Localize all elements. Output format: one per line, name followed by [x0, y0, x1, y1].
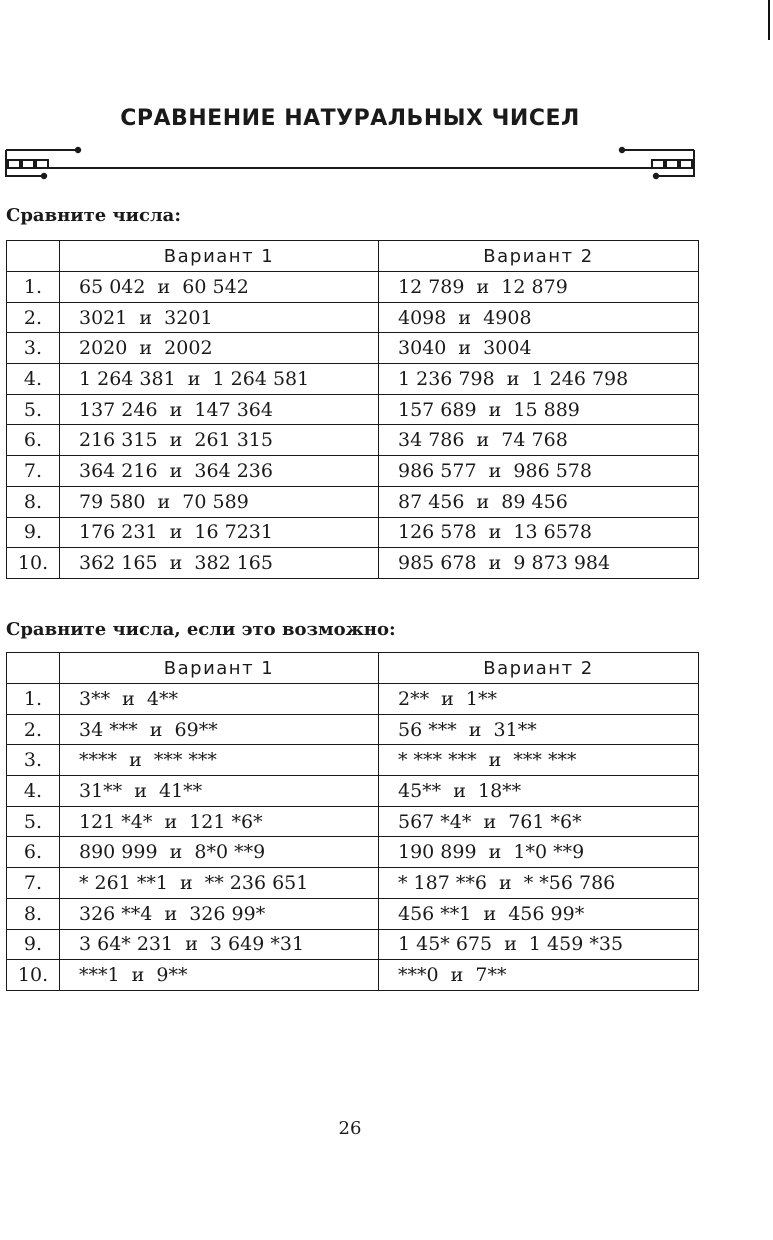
- table-row: [7, 302, 699, 333]
- row-number: 9.: [7, 929, 60, 960]
- row-number: 4.: [7, 364, 60, 395]
- variant-2-task: * *** *** и *** ***: [379, 745, 699, 776]
- section1-heading: Сравните числа:: [6, 205, 181, 226]
- row-number: 9.: [7, 517, 60, 548]
- variant-1-task: 2020 и 2002: [60, 333, 379, 364]
- variant-1-task: 79 580 и 70 589: [60, 486, 379, 517]
- variant-1-task: 364 216 и 364 236: [60, 456, 379, 487]
- table-2-body: [7, 684, 699, 991]
- variant-1-task: 1 264 381 и 1 264 581: [60, 364, 379, 395]
- variant-1-task: **** и *** ***: [60, 745, 379, 776]
- row-number: 2.: [7, 302, 60, 333]
- table-header-row: [7, 653, 699, 684]
- section2-heading: Сравните числа, если это возможно:: [6, 619, 396, 640]
- variant-2-task: 190 899 и 1*0 **9: [379, 837, 699, 868]
- table-row: [7, 364, 699, 395]
- variant-1-task: ***1 и 9**: [60, 960, 379, 991]
- header-variant-1: Вариант 1: [60, 653, 379, 684]
- variant-1-task: 326 **4 и 326 99*: [60, 898, 379, 929]
- header-variant-2: Вариант 2: [379, 241, 699, 272]
- row-number: 2.: [7, 714, 60, 745]
- variant-1-task: * 261 **1 и ** 236 651: [60, 868, 379, 899]
- variant-2-task: 126 578 и 13 6578: [379, 517, 699, 548]
- page-number: 26: [338, 1118, 362, 1139]
- variant-1-task: 31** и 41**: [60, 776, 379, 807]
- table-row: [7, 548, 699, 579]
- header-number: [7, 653, 60, 684]
- page-edge-mark: [768, 0, 770, 40]
- table-row: [7, 776, 699, 807]
- row-number: 3.: [7, 333, 60, 364]
- variant-2-task: 157 689 и 15 889: [379, 394, 699, 425]
- table-row: [7, 272, 699, 303]
- variant-1-task: 121 *4* и 121 *6*: [60, 806, 379, 837]
- variant-2-task: 456 **1 и 456 99*: [379, 898, 699, 929]
- table-row: [7, 425, 699, 456]
- row-number: 7.: [7, 868, 60, 899]
- table-row: [7, 868, 699, 899]
- table-row: [7, 486, 699, 517]
- table-1-body: [7, 272, 699, 579]
- variant-2-task: 1 236 798 и 1 246 798: [379, 364, 699, 395]
- variant-2-task: 45** и 18**: [379, 776, 699, 807]
- variant-1-task: 890 999 и 8*0 **9: [60, 837, 379, 868]
- row-number: 5.: [7, 394, 60, 425]
- variant-1-task: 176 231 и 16 7231: [60, 517, 379, 548]
- table-row: [7, 745, 699, 776]
- variant-1-task: 362 165 и 382 165: [60, 548, 379, 579]
- table-row: [7, 960, 699, 991]
- variant-1-task: 34 *** и 69**: [60, 714, 379, 745]
- variant-2-task: 34 786 и 74 768: [379, 425, 699, 456]
- variant-2-task: 2** и 1**: [379, 684, 699, 715]
- header-variant-1: Вариант 1: [60, 241, 379, 272]
- table-row: [7, 333, 699, 364]
- row-number: 7.: [7, 456, 60, 487]
- table-row: [7, 714, 699, 745]
- row-number: 4.: [7, 776, 60, 807]
- variant-2-task: 12 789 и 12 879: [379, 272, 699, 303]
- variant-1-task: 3021 и 3201: [60, 302, 379, 333]
- row-number: 10.: [7, 548, 60, 579]
- row-number: 6.: [7, 837, 60, 868]
- header-variant-2: Вариант 2: [379, 653, 699, 684]
- table-row: [7, 806, 699, 837]
- variant-1-task: 3 64* 231 и 3 649 *31: [60, 929, 379, 960]
- header-number: [7, 241, 60, 272]
- variant-2-task: ***0 и 7**: [379, 960, 699, 991]
- variant-2-task: 87 456 и 89 456: [379, 486, 699, 517]
- row-number: 1.: [7, 684, 60, 715]
- variant-1-task: 216 315 и 261 315: [60, 425, 379, 456]
- variant-2-task: 4098 и 4908: [379, 302, 699, 333]
- table-row: [7, 684, 699, 715]
- variant-2-task: 985 678 и 9 873 984: [379, 548, 699, 579]
- variant-2-task: * 187 **6 и * *56 786: [379, 868, 699, 899]
- row-number: 8.: [7, 898, 60, 929]
- decorative-divider: [0, 140, 700, 182]
- row-number: 5.: [7, 806, 60, 837]
- table-row: [7, 517, 699, 548]
- variant-2-task: 1 45* 675 и 1 459 *35: [379, 929, 699, 960]
- row-number: 6.: [7, 425, 60, 456]
- comparison-table-1: [6, 240, 699, 579]
- variant-1-task: 3** и 4**: [60, 684, 379, 715]
- row-number: 10.: [7, 960, 60, 991]
- table-row: [7, 898, 699, 929]
- table-header-row: [7, 241, 699, 272]
- variant-2-task: 567 *4* и 761 *6*: [379, 806, 699, 837]
- variant-2-task: 3040 и 3004: [379, 333, 699, 364]
- table-row: [7, 394, 699, 425]
- row-number: 3.: [7, 745, 60, 776]
- variant-2-task: 56 *** и 31**: [379, 714, 699, 745]
- comparison-table-2: [6, 652, 699, 991]
- variant-2-task: 986 577 и 986 578: [379, 456, 699, 487]
- page-title: СРАВНЕНИЕ НАТУРАЛЬНЫХ ЧИСЕЛ: [120, 106, 580, 131]
- variant-1-task: 137 246 и 147 364: [60, 394, 379, 425]
- table-row: [7, 837, 699, 868]
- variant-1-task: 65 042 и 60 542: [60, 272, 379, 303]
- row-number: 8.: [7, 486, 60, 517]
- table-row: [7, 929, 699, 960]
- table-row: [7, 456, 699, 487]
- row-number: 1.: [7, 272, 60, 303]
